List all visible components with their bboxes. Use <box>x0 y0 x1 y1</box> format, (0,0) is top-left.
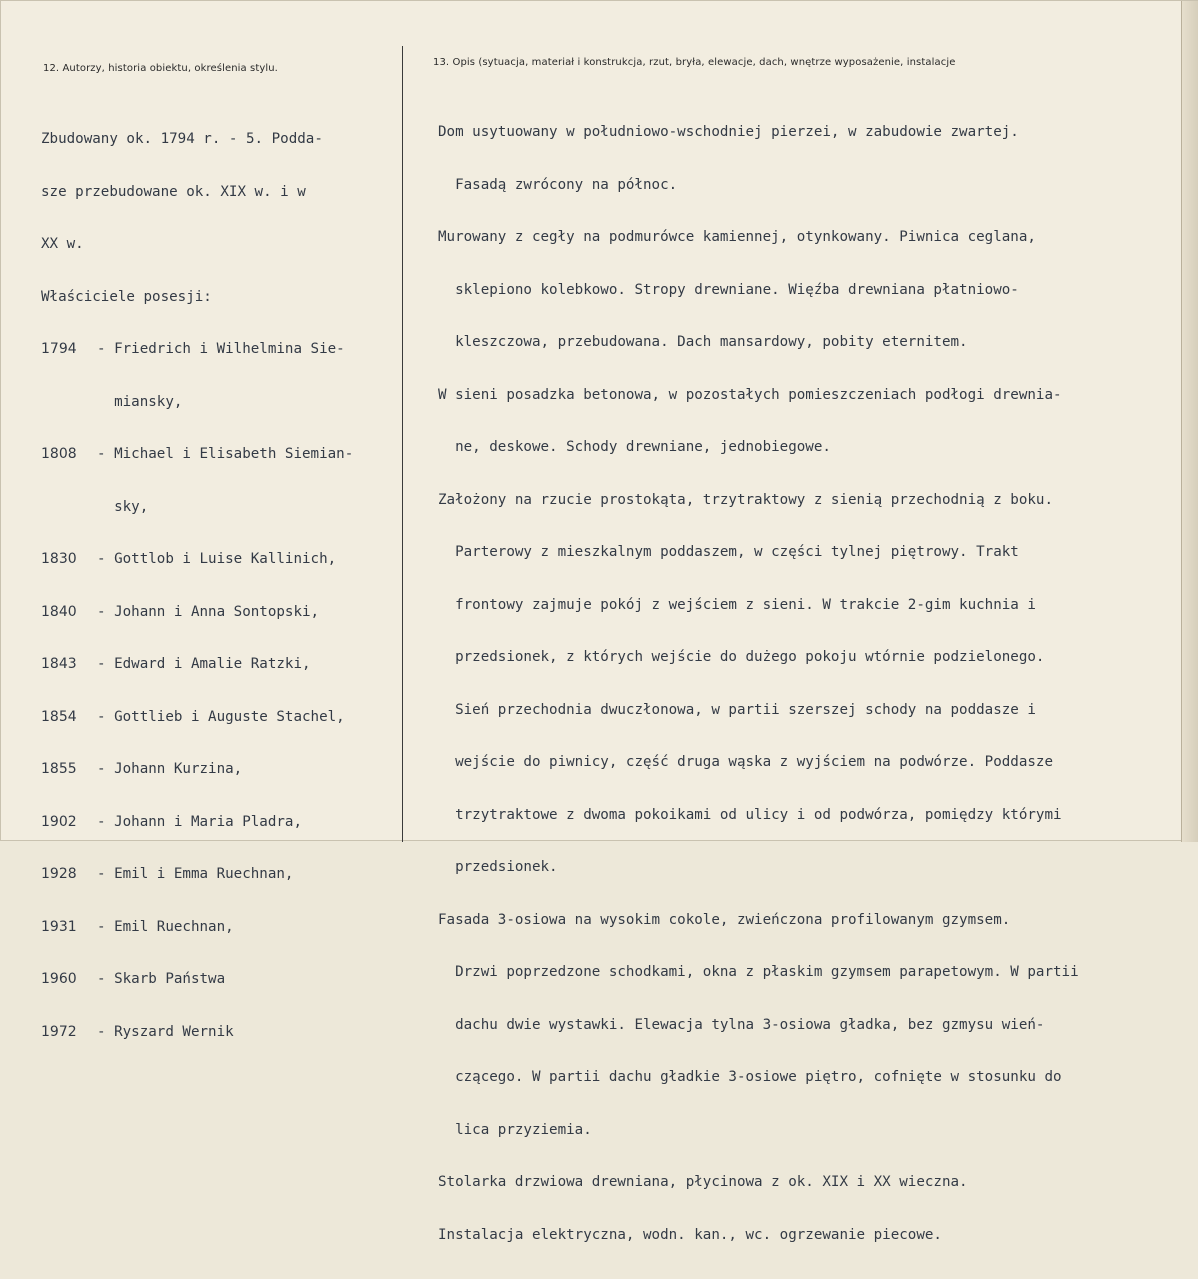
description-line: ne, deskowe. Schody drewniane, jednobiegowe. <box>438 439 831 455</box>
owner-names: miansky, <box>97 393 183 410</box>
owner-entry <box>41 1024 353 1042</box>
description-line: Drzwi poprzedzone schodkami, okna z płaskim gzymsem parapetowym. W partii <box>438 964 1079 980</box>
owners-heading: Właściciele posesji: <box>41 288 212 305</box>
owner-year: 1972 <box>41 1023 77 1040</box>
description-line: Fasadą zwrócony na północ. <box>438 176 678 193</box>
owner-names: - Friedrich i Wilhelmina Sie- <box>97 341 345 357</box>
description-text <box>438 89 1079 1279</box>
owner-year: 1808 <box>41 446 77 462</box>
owner-entry <box>41 446 353 464</box>
owner-names: - Emil Ruechnan, <box>97 918 234 935</box>
description-line: W sieni posadzka betonowa, w pozostałych pomieszczeniach podłogi drewnia- <box>438 386 1062 403</box>
description-line: lica przyziemia. <box>438 1121 592 1138</box>
description-line: frontowy zajmuje pokój z wejściem z sieni. W trakcie 2-gim kuchnia i <box>438 596 1036 613</box>
description-line: Dom usytuowany w południowo-wschodniej pierzei, w zabudowie zwartej. <box>438 124 1019 140</box>
section-12-heading: 12. Autorzy, historia obiektu, określenia stylu. <box>43 63 278 74</box>
description-line: kleszczowa, przebudowana. Dach mansardowy, pobity eternitem. <box>438 334 968 350</box>
description-line: dachu dwie wystawki. Elewacja tylna 3-osiowa gładka, bez gzmysu wień- <box>438 1016 1045 1033</box>
history-line: sze przebudowane ok. XIX w. i w <box>41 183 306 200</box>
owner-year: 1843 <box>41 656 77 672</box>
description-line: Założony na rzucie prostokąta, trzytraktowy z sienią przechodnią z boku. <box>438 491 1053 508</box>
owner-year: 1794 <box>41 341 77 357</box>
owner-entry <box>41 656 353 674</box>
owner-year: 1928 <box>41 866 77 882</box>
owner-year: 1840 <box>41 603 77 620</box>
description-line: trzytraktowe z dwoma pokoikami od ulicy i od podwórza, pomiędzy którymi <box>438 806 1062 823</box>
description-line: sklepiono kolebkowo. Stropy drewniane. Więźba drewniana płatniowo- <box>438 281 1019 298</box>
section-13-heading: 13. Opis (sytuacja, materiał i konstrukcja, rzut, bryła, elewacje, dach, wnętrze wyposażenie, instalacje <box>433 57 956 68</box>
owner-entry <box>41 814 353 832</box>
owner-entry <box>41 709 353 727</box>
owner-names: - Emil i Emma Ruechnan, <box>97 866 294 882</box>
owner-names: sky, <box>97 498 149 515</box>
owner-year: 1830 <box>41 551 77 567</box>
owner-year: 1854 <box>41 708 77 725</box>
owner-names: - Michael i Elisabeth Siemian- <box>97 446 354 462</box>
owner-names: - Ryszard Wernik <box>97 1023 234 1040</box>
history-text <box>41 96 353 1076</box>
owner-entry <box>41 971 353 989</box>
owner-entry <box>41 551 353 569</box>
owner-entry <box>41 341 353 359</box>
owner-entry <box>41 394 353 412</box>
card-edge <box>1181 1 1198 842</box>
description-line: czącego. W partii dachu gładkie 3-osiowe piętro, cofnięte w stosunku do <box>438 1069 1062 1085</box>
owner-year <box>41 499 97 517</box>
owner-names: - Johann Kurzina, <box>97 761 243 777</box>
description-line: Murowany z cegły na podmurówce kamiennej, otynkowany. Piwnica ceglana, <box>438 229 1036 245</box>
owner-names: - Johann i Anna Sontopski, <box>97 603 320 620</box>
owner-entry <box>41 604 353 622</box>
description-line: wejście do piwnicy, część druga wąska z wyjściem na podwórze. Poddasze <box>438 754 1053 770</box>
description-line: Fasada 3-osiowa na wysokim cokole, zwieńczona profilowanym gzymsem. <box>438 911 1011 928</box>
owner-names: - Edward i Amalie Ratzki, <box>97 656 311 672</box>
description-line: Stolarka drzwiowa drewniana, płycinowa z ok. XIX i XX wieczna. <box>438 1174 968 1190</box>
column-divider <box>402 46 403 842</box>
owner-names: - Gottlob i Luise Kallinich, <box>97 551 337 567</box>
owner-year: 1902 <box>41 813 77 830</box>
owner-names: - Skarb Państwa <box>97 971 226 987</box>
owner-names: - Johann i Maria Pladra, <box>97 813 302 830</box>
owner-year: 1855 <box>41 761 77 777</box>
history-line: XX w. <box>41 236 84 252</box>
history-line: Zbudowany ok. 1794 r. - 5. Podda- <box>41 131 323 147</box>
description-line: Parterowy z mieszkalnym poddaszem, w części tylnej piętrowy. Trakt <box>438 544 1019 560</box>
description-line: przedsionek, z których wejście do dużego pokoju wtórnie podzielonego. <box>438 649 1045 665</box>
description-line: Sień przechodnia dwuczłonowa, w partii szerszej schody na poddasze i <box>438 701 1036 718</box>
owner-year <box>41 394 97 412</box>
owner-year: 1960 <box>41 971 77 987</box>
owner-entry <box>41 761 353 779</box>
owner-names: - Gottlieb i Auguste Stachel, <box>97 708 345 725</box>
owner-entry <box>41 499 353 517</box>
description-line: przedsionek. <box>438 859 558 875</box>
owner-entry <box>41 919 353 937</box>
owner-year: 1931 <box>41 918 77 935</box>
description-line: Instalacja elektryczna, wodn. kan., wc. ogrzewanie piecowe. <box>438 1226 942 1243</box>
owner-entry <box>41 866 353 884</box>
